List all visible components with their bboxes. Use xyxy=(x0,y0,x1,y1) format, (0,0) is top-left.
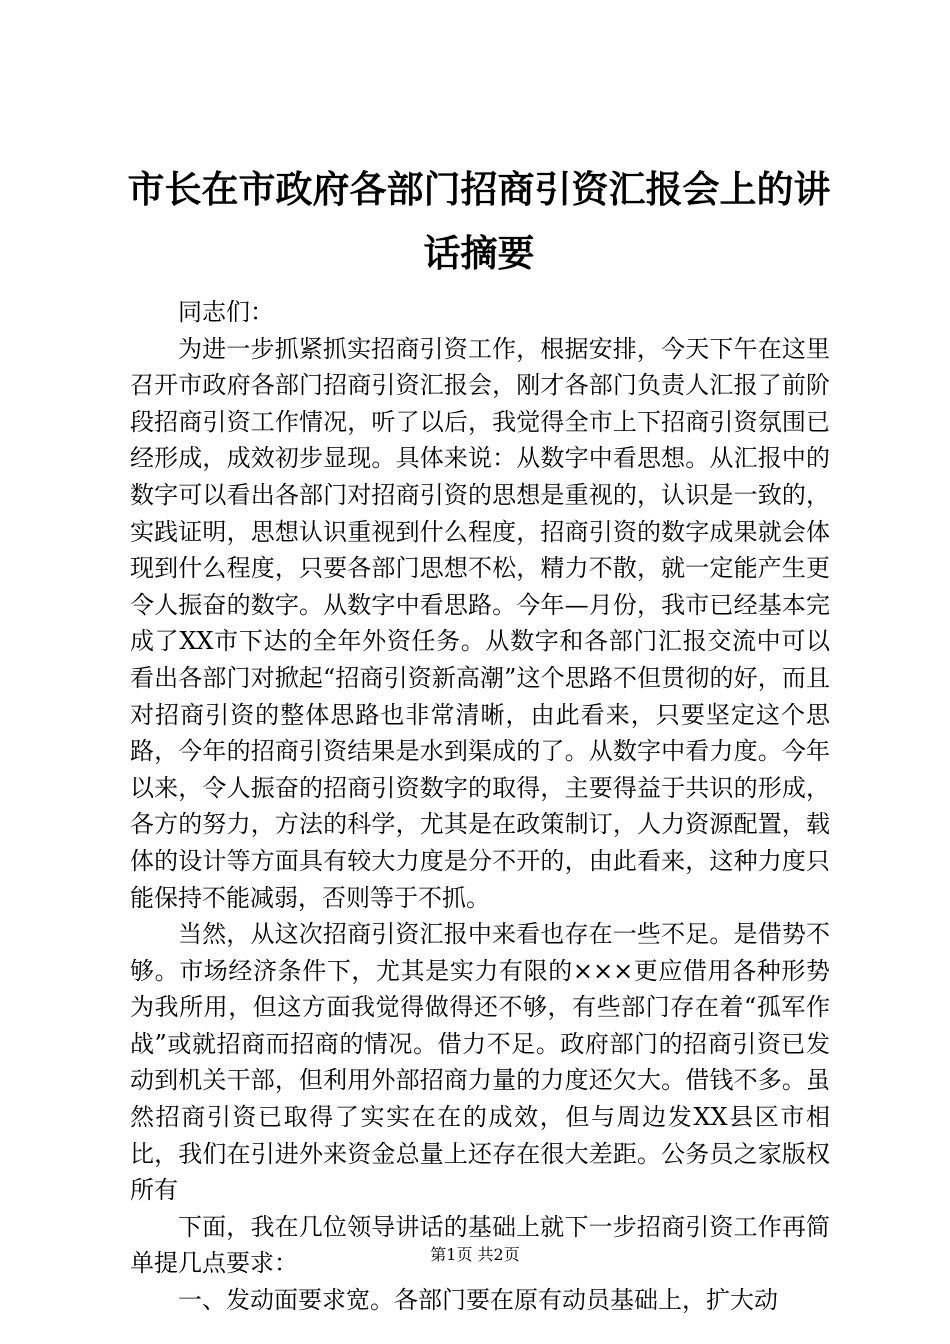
paragraph-2: 当然，从这次招商引资汇报中来看也存在一些不足。是借势不够。市场经济条件下，尤其是实力有限的×××更应借用各种形势为我所用，但这方面我觉得做得还不够，有些部门存在着“孤军作战”或就招商而招商的情况。借力不足。政府部门的招商引资已发动到机关干部，但利用外部招商力量的力度还欠大。借钱不多。虽然招商引资已取得了实实在在的成效，但与周边发XX县区市相比，我们在引进外来资金总量上还存在很大差距。公务员之家版权所有 xyxy=(130,920,830,1205)
paragraph-salutation: 同志们： xyxy=(178,298,274,326)
paragraph-4: 一、发动面要求宽。各部门要在原有动员基础上，扩大动 xyxy=(178,1286,778,1315)
paragraph-1: 为进一步抓紧抓实招商引资工作，根据安排，今天下午在这里召开市政府各部门招商引资汇报会，刚才各部门负责人汇报了前阶段招商引资工作情况，听了以后，我觉得全市上下招商引资氛围已经形成，成效初步显现。具体来说：从数字中看思想。从汇报中的数字可以看出各部门对招商引资的思想是重视的，认识是一致的，实践证明，思想认识重视到什么程度，招商引资的数字成果就会体现到什么程度，只要各部门思想不松，精力不散，就一定能产生更令人振奋的数字。从数字中看思路。今年—月份，我市已经基本完成了XX市下达的全年外资任务。从数字和各部门汇报交流中可以看出各部门对掀起“招商引资新高潮”这个思路不但贯彻的好，而且对招商引资的整体思路也非常清晰，由此看来，只要坚定这个思路，今年的招商引资结果是水到渠成的了。从数字中看力度。今年以来，令人振奋的招商引资数字的取得，主要得益于共识的形成，各方的努力，方法的科学，尤其是在政策制订，人力资源配置，载体的设计等方面具有较大力度是分不开的，由此看来，这种力度只能保持不能减弱，否则等于不抓。 xyxy=(130,334,830,912)
page-number-footer: 第1页 共2页 xyxy=(430,1245,520,1264)
document-body xyxy=(130,294,830,1319)
document-title: 市长在市政府各部门招商引资汇报会上的讲话摘要 xyxy=(127,168,831,275)
paragraph-3: 下面，我在几位领导讲话的基础上就下一步招商引资工作再简单提几点要求： xyxy=(130,1212,830,1278)
